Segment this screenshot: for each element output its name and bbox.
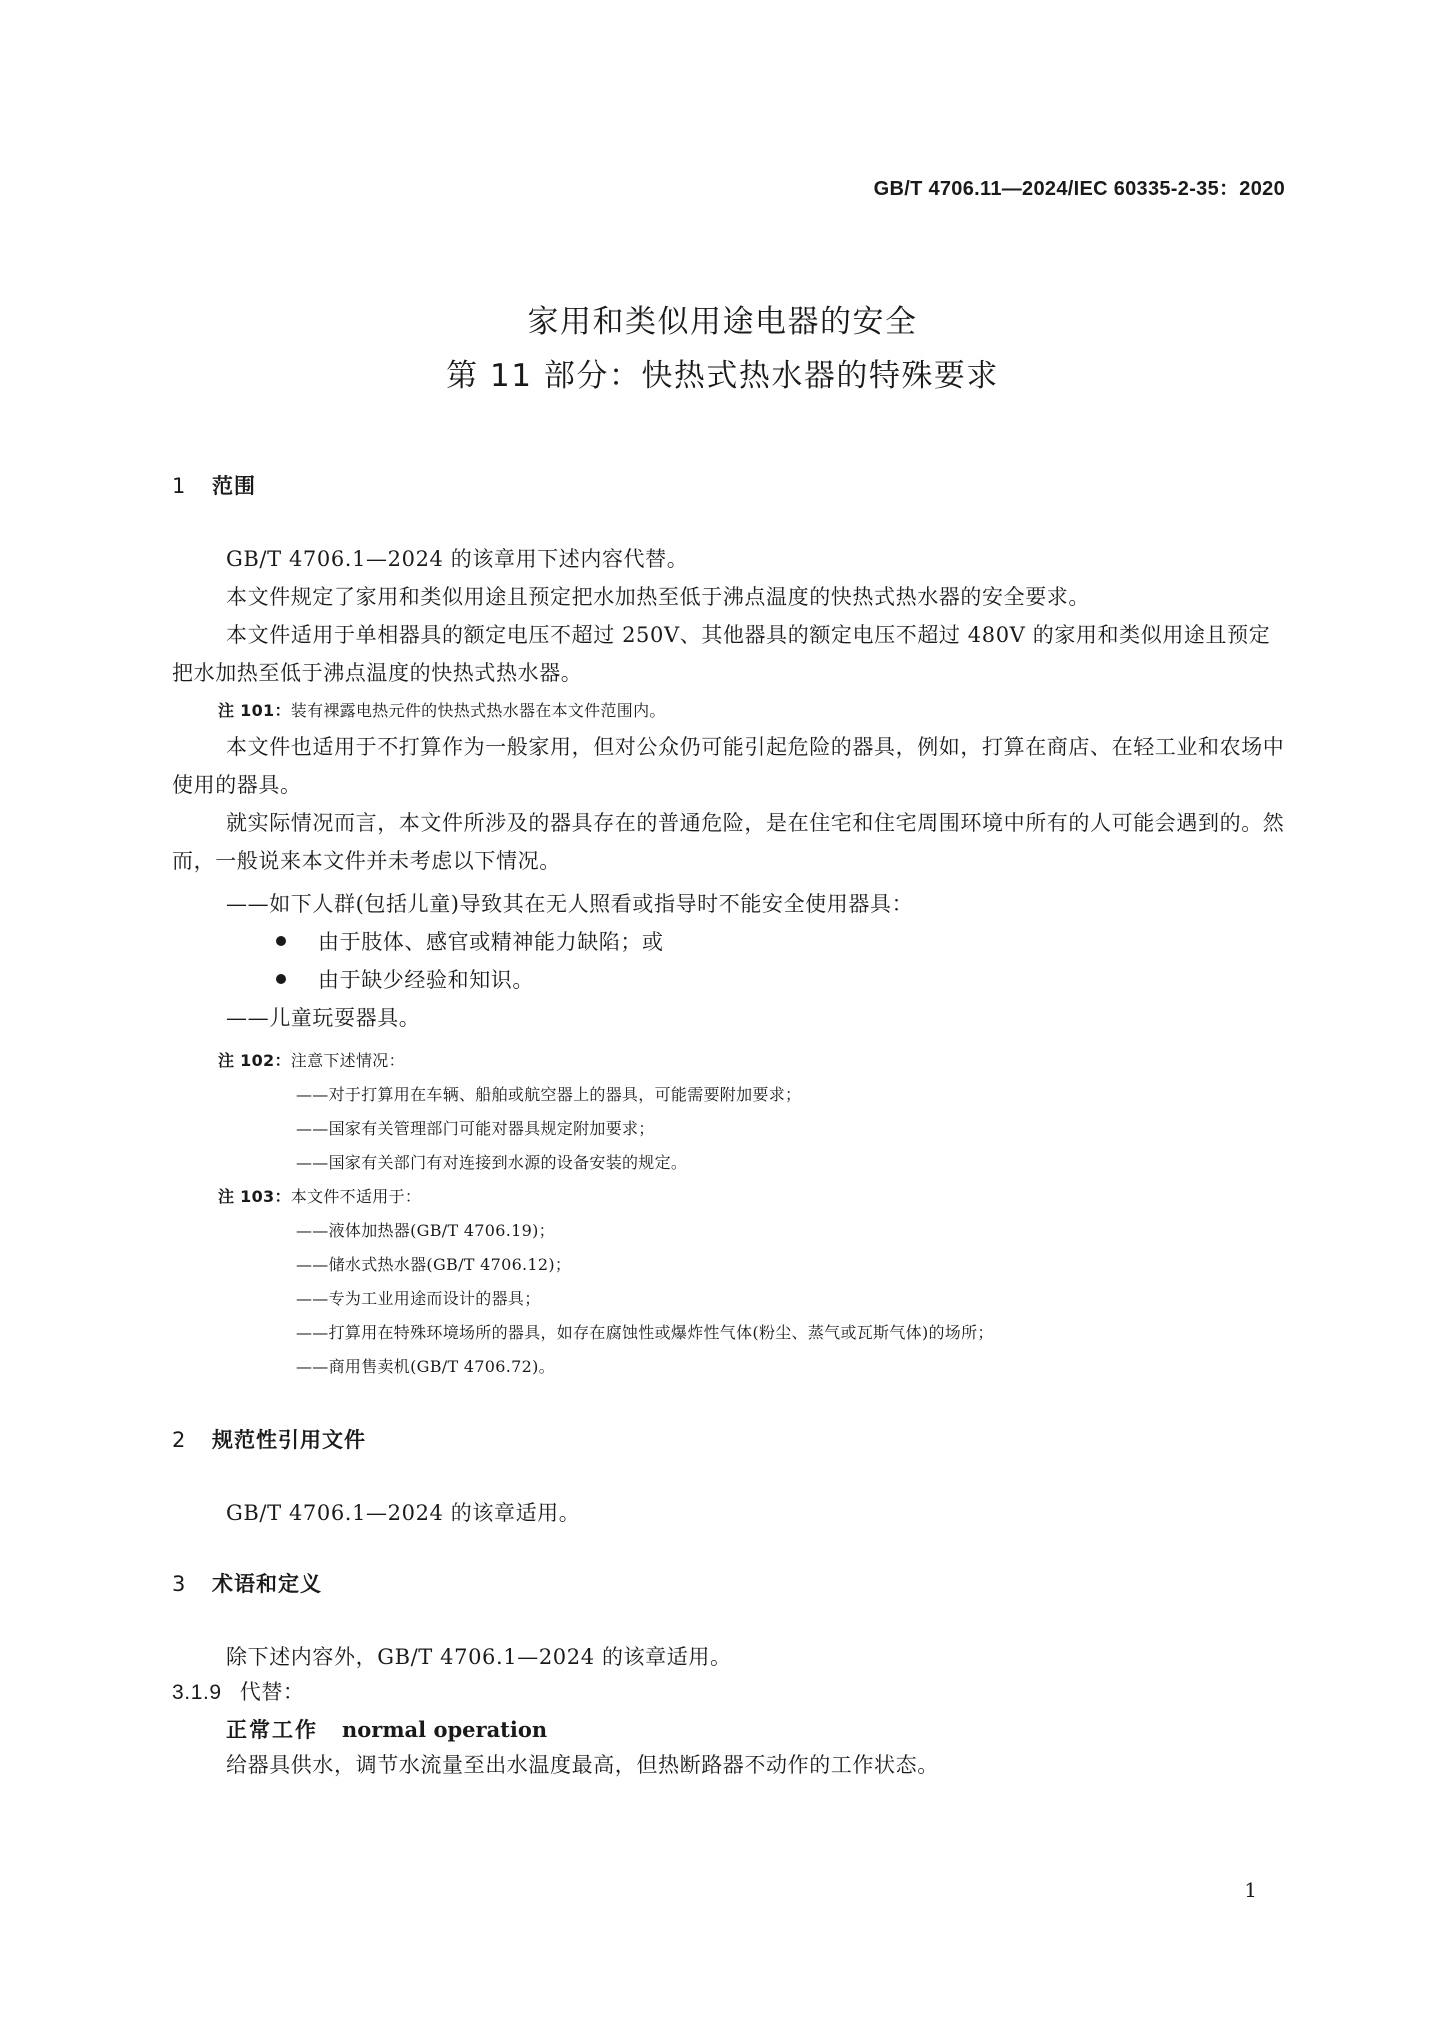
document-title-line1: 家用和类似用途电器的安全 <box>527 304 918 340</box>
standard-code: GB/T 4706.11—2024/IEC 60335-2-35：2020 <box>873 178 1285 200</box>
bullet-text: 由于肢体、感官或精神能力缺陷；或 <box>318 930 664 954</box>
paragraph: 除下述内容外，GB/T 4706.1—2024 的该章适用。 <box>226 1645 732 1669</box>
note-list-item: ——商用售卖机(GB/T 4706.72)。 <box>296 1357 555 1376</box>
note-list-item: ——对于打算用在车辆、船舶或航空器上的器具，可能需要附加要求； <box>296 1085 802 1104</box>
section-number: 3 <box>172 1572 187 1596</box>
section-2-heading <box>172 1424 366 1454</box>
note-101 <box>218 698 666 721</box>
section-title: 范围 <box>212 474 256 498</box>
paragraph: GB/T 4706.1—2024 的该章用下述内容代替。 <box>226 547 689 571</box>
section-1-heading <box>172 470 256 500</box>
paragraph: GB/T 4706.1—2024 的该章适用。 <box>226 1501 581 1525</box>
note-list-item: ——液体加热器(GB/T 4706.19)； <box>296 1221 555 1240</box>
bullet-icon <box>276 974 286 984</box>
page-number: 1 <box>1244 1878 1257 1902</box>
term-entry <box>226 1714 547 1744</box>
section-3-heading <box>172 1568 322 1598</box>
note-list-item: ——国家有关管理部门可能对器具规定附加要求； <box>296 1119 655 1138</box>
clause-3-1-9 <box>172 1676 305 1706</box>
section-title: 术语和定义 <box>212 1572 322 1596</box>
dash-item: ——儿童玩耍器具。 <box>226 1006 421 1030</box>
document-title-line2: 第 11 部分：快热式热水器的特殊要求 <box>446 358 999 394</box>
note-list-item: ——专为工业用途而设计的器具； <box>296 1289 541 1308</box>
note-text: 装有裸露电热元件的快热式热水器在本文件范围内。 <box>290 701 666 720</box>
paragraph: 本文件规定了家用和类似用途且预定把水加热至低于沸点温度的快热式热水器的安全要求。 <box>226 585 1090 609</box>
dash-item: ——如下人群(包括儿童)导致其在无人照看或指导时不能安全使用器具： <box>226 892 914 916</box>
note-label: 注 103： <box>218 1187 291 1206</box>
note-103 <box>218 1184 421 1207</box>
note-text: 注意下述情况： <box>290 1051 405 1070</box>
bullet-item <box>276 964 534 994</box>
note-label: 注 102： <box>218 1051 291 1070</box>
definition: 给器具供水，调节水流量至出水温度最高，但热断路器不动作的工作状态。 <box>226 1753 939 1777</box>
clause-number: 3.1.9 <box>172 1681 222 1704</box>
paragraph: 就实际情况而言，本文件所涉及的器具存在的普通危险，是在住宅和住宅周围环境中所有的人可能会遇到的。然而，一般说来本文件并未考虑以下情况。 <box>172 811 1285 873</box>
section-number: 1 <box>172 474 187 498</box>
section-title: 规范性引用文件 <box>212 1428 366 1452</box>
paragraph: 本文件适用于单相器具的额定电压不超过 250V、其他器具的额定电压不超过 480V 的家用和类似用途且预定把水加热至低于沸点温度的快热式热水器。 <box>172 623 1271 685</box>
bullet-item <box>276 926 664 956</box>
note-text: 本文件不适用于： <box>290 1187 422 1206</box>
note-list-item: ——国家有关部门有对连接到水源的设备安装的规定。 <box>296 1153 688 1172</box>
note-102 <box>218 1048 405 1071</box>
clause-text: 代替： <box>239 1680 305 1704</box>
term-english: normal operation <box>342 1717 548 1742</box>
note-label: 注 101： <box>218 701 291 720</box>
term-chinese: 正常工作 <box>226 1718 318 1742</box>
bullet-text: 由于缺少经验和知识。 <box>318 968 534 992</box>
note-list-item: ——储水式热水器(GB/T 4706.12)； <box>296 1255 572 1274</box>
section-number: 2 <box>172 1428 187 1452</box>
bullet-icon <box>276 936 286 946</box>
note-list-item: ——打算用在特殊环境场所的器具，如存在腐蚀性或爆炸性气体(粉尘、蒸气或瓦斯气体)的场所； <box>296 1323 994 1342</box>
paragraph: 本文件也适用于不打算作为一般家用，但对公众仍可能引起危险的器具，例如，打算在商店、在轻工业和农场中使用的器具。 <box>172 735 1285 797</box>
